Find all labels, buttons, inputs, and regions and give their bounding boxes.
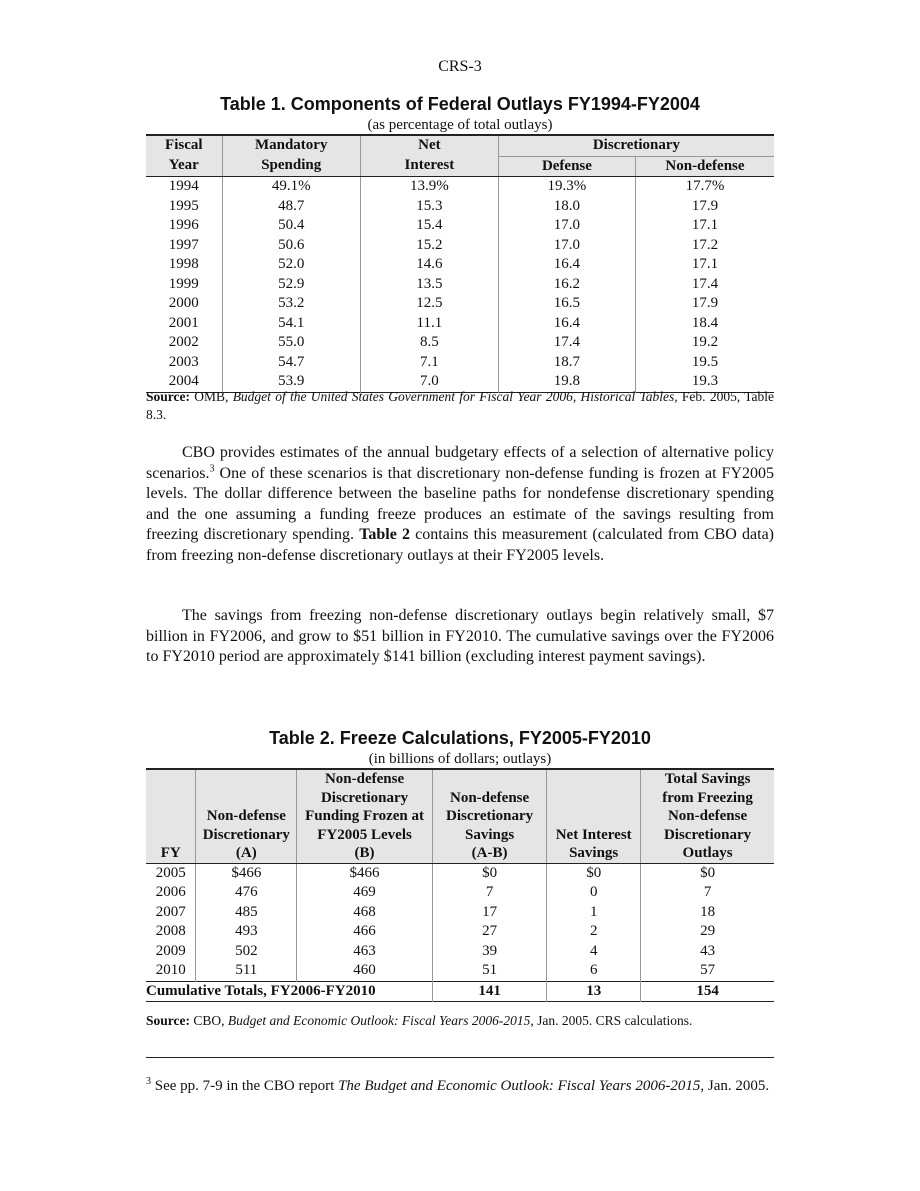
table1-cell: 16.5 bbox=[498, 294, 635, 314]
table2-row bbox=[146, 942, 774, 962]
table1-cell: 17.9 bbox=[691, 197, 719, 214]
table2-header-s-line4: (A-B) bbox=[471, 845, 508, 861]
table2-cell: 511 bbox=[196, 961, 297, 981]
table1-header-year: Year bbox=[146, 156, 222, 177]
table2-cell: 493 bbox=[196, 922, 297, 942]
table2-row bbox=[146, 961, 774, 981]
table1-cell: 17.1 bbox=[691, 256, 719, 272]
table1-cell: 13.9% bbox=[360, 177, 498, 197]
table2-cell: 6 bbox=[547, 961, 641, 981]
table1-row bbox=[146, 216, 774, 236]
table2-header-total-savings bbox=[641, 769, 774, 863]
table1-row bbox=[146, 333, 774, 353]
table2-cell: 57 bbox=[700, 962, 716, 978]
table1-cell: 17.2 bbox=[691, 236, 719, 253]
table1-header-fiscal: Fiscal bbox=[146, 135, 222, 156]
table2-header-a-line2: Discretionary bbox=[202, 826, 290, 843]
table1-row bbox=[146, 255, 774, 275]
table2-total-savings: 141 bbox=[432, 981, 546, 1002]
table2-source-title: Budget and Economic Outlook: Fiscal Years 2006-2015 bbox=[227, 1013, 531, 1028]
table2-header-a-line3: (A) bbox=[235, 845, 257, 861]
table2-header-frozen-b bbox=[297, 769, 433, 863]
table2-source-label: Source: bbox=[146, 1013, 190, 1028]
table1-cell: 52.9 bbox=[222, 275, 360, 295]
table2-cell: 2008 bbox=[146, 922, 196, 942]
table2-header-row bbox=[146, 769, 774, 863]
table2-row bbox=[146, 922, 774, 942]
table1-cell: 19.3% bbox=[498, 177, 635, 197]
table2-total-label: Cumulative Totals, FY2006-FY2010 bbox=[146, 981, 432, 1002]
para1-table-ref: Table 2 bbox=[359, 526, 410, 543]
table2-total-total: 154 bbox=[641, 981, 774, 1002]
table1-cell: 17.0 bbox=[498, 216, 635, 236]
table2-header-fy-text: FY bbox=[160, 845, 181, 861]
footnote-ref-3: 3 bbox=[209, 463, 215, 475]
table1-cell: 19.8 bbox=[498, 372, 635, 392]
table1-body bbox=[146, 177, 774, 393]
table2-cell: 468 bbox=[297, 903, 433, 923]
table1-cell: 2001 bbox=[146, 314, 222, 334]
table1-title: Table 1. Components of Federal Outlays FY1994-FY2004 bbox=[220, 94, 700, 114]
table2-header-t-line2: from Freezing bbox=[662, 789, 753, 806]
footnote-divider bbox=[146, 1057, 774, 1058]
table1-cell: 19.5 bbox=[691, 353, 719, 370]
table1-cell: 1994 bbox=[146, 177, 222, 197]
table2-body bbox=[146, 863, 774, 981]
table1-cell: 17.1 bbox=[691, 217, 719, 233]
table1-row bbox=[146, 294, 774, 314]
footnote-title: The Budget and Economic Outlook: Fiscal Years 2006-2015 bbox=[338, 1078, 701, 1094]
table1-cell: 11.1 bbox=[360, 314, 498, 334]
body-paragraph-1 bbox=[146, 443, 774, 566]
table1-cell: 12.5 bbox=[360, 294, 498, 314]
table1-subtitle: (as percentage of total outlays) bbox=[367, 117, 553, 133]
table1-cell: 17.0 bbox=[498, 236, 635, 256]
table2-header-s-line2: Discretionary bbox=[445, 808, 534, 824]
table2-header-ni-line1: Net Interest bbox=[555, 826, 632, 843]
table2-header-t-line3: Non-defense bbox=[667, 808, 748, 824]
table1-header-discretionary: Discretionary bbox=[498, 135, 774, 156]
table2-cell: 17 bbox=[432, 903, 546, 923]
table2-header-nondefense-a bbox=[196, 769, 297, 863]
table2-cell: 43 bbox=[700, 942, 716, 959]
table2-source-post: , Jan. 2005. CRS calculations. bbox=[530, 1013, 693, 1028]
table1-source bbox=[146, 388, 774, 424]
table2-cell: 466 bbox=[297, 922, 433, 942]
table1-cell: 48.7 bbox=[222, 197, 360, 217]
table2-cell: 469 bbox=[297, 883, 433, 903]
table1-cell: 53.2 bbox=[222, 294, 360, 314]
table2-cell: 7 bbox=[432, 883, 546, 903]
table1-cell: 13.5 bbox=[360, 275, 498, 295]
table1-cell: 16.4 bbox=[498, 314, 635, 334]
table1-cell: 1996 bbox=[146, 216, 222, 236]
table1-cell: 2003 bbox=[146, 353, 222, 373]
table1-cell: 2000 bbox=[146, 294, 222, 314]
table2-header-t-line5: Outlays bbox=[682, 845, 733, 861]
para1-text-a: CBO provides estimates of the annual budgetary effects of a selection of alternative policy scenarios. bbox=[146, 444, 774, 482]
table2-cell: 2 bbox=[547, 922, 641, 942]
table1-cell: 17.4 bbox=[498, 333, 635, 353]
table2-cell: $466 bbox=[196, 863, 297, 883]
table2-cell: 460 bbox=[297, 961, 433, 981]
table2-header-b-line1: Non-defense bbox=[324, 771, 405, 787]
table2-cell: $0 bbox=[547, 863, 641, 883]
table2-header-s-line3: Savings bbox=[464, 826, 515, 843]
table2-header-ni-line2: Savings bbox=[569, 845, 619, 861]
table1-cell: 15.4 bbox=[360, 216, 498, 236]
table1-header-spending: Spending bbox=[222, 156, 360, 177]
table1-cell: 7.0 bbox=[360, 372, 498, 392]
table2-cell: 18 bbox=[700, 903, 716, 920]
table1-header-row-2 bbox=[146, 156, 774, 177]
table1-cell: 18.0 bbox=[498, 197, 635, 217]
table1-cell: 54.7 bbox=[222, 353, 360, 373]
table2-cell: 39 bbox=[432, 942, 546, 962]
table2-source bbox=[146, 1012, 774, 1030]
table2-cell: 1 bbox=[547, 903, 641, 923]
table1-cell: 1998 bbox=[146, 255, 222, 275]
table2-header-fy bbox=[146, 769, 196, 863]
table1-cell: 19.3 bbox=[691, 373, 719, 389]
table1-row bbox=[146, 314, 774, 334]
para1-text-c: contains this measurement (calculated from CBO data) from freezing non-defense discretionary outlays at their FY2005 levels. bbox=[146, 526, 774, 564]
table2-subtitle: (in billions of dollars; outlays) bbox=[368, 751, 552, 767]
table1-header-nondefense: Non-defense bbox=[635, 156, 774, 177]
table2-title: Table 2. Freeze Calculations, FY2005-FY2010 bbox=[269, 728, 651, 748]
table1-cell: 50.6 bbox=[222, 236, 360, 256]
table1-cell: 19.2 bbox=[691, 334, 719, 350]
table2-cell: 2006 bbox=[146, 883, 196, 903]
table1-row bbox=[146, 353, 774, 373]
table2-cell: 7 bbox=[703, 884, 712, 900]
table1-cell: 50.4 bbox=[222, 216, 360, 236]
table1-cell: 16.2 bbox=[498, 275, 635, 295]
table1-cell: 18.7 bbox=[498, 353, 635, 373]
table2-source-pre: CBO, bbox=[190, 1013, 228, 1028]
table2-total-row bbox=[146, 981, 774, 1002]
table1-cell: 16.4 bbox=[498, 255, 635, 275]
table1-header-net: Net bbox=[360, 135, 498, 156]
table2-cell: 51 bbox=[432, 961, 546, 981]
page-header: CRS-3 bbox=[438, 58, 482, 75]
table1-source-title: Budget of the United States Government for Fiscal Year 2006, Historical Tables bbox=[232, 389, 675, 404]
table1-cell: 17.7% bbox=[685, 178, 725, 194]
table1-row bbox=[146, 197, 774, 217]
table2-cell: $0 bbox=[700, 864, 716, 881]
table1-cell: 55.0 bbox=[222, 333, 360, 353]
table2-header-t-line1: Total Savings bbox=[664, 771, 751, 787]
table1-cell: 15.3 bbox=[360, 197, 498, 217]
table2-header-t-line4: Discretionary bbox=[663, 826, 752, 843]
table2-cell: 2009 bbox=[146, 942, 196, 962]
table1-cell: 52.0 bbox=[222, 255, 360, 275]
table2-cell: 2010 bbox=[146, 961, 196, 981]
body-paragraph-2: The savings from freezing non-defense discretionary outlays begin relatively small, $7 billion in FY2006, and grow to $51 billion in FY2010. The cumulative savings over the FY2006 to FY2010 period are approximately $141 billion (excluding interest payment savings). bbox=[146, 607, 774, 665]
footnote-mark: 3 bbox=[146, 1076, 151, 1087]
table1-source-pre: OMB, bbox=[190, 389, 233, 404]
table1-cell: 53.9 bbox=[222, 372, 360, 392]
table2 bbox=[146, 768, 774, 1002]
table1-row bbox=[146, 236, 774, 256]
table2-header-b-line4: FY2005 Levels bbox=[317, 826, 412, 843]
table2-cell: 27 bbox=[432, 922, 546, 942]
table2-cell: 463 bbox=[297, 942, 433, 962]
table1-header-interest: Interest bbox=[360, 156, 498, 177]
footnote-3 bbox=[146, 1077, 774, 1096]
table1-header-row-1 bbox=[146, 135, 774, 156]
table2-cell: 29 bbox=[700, 923, 716, 939]
table1-cell: 1999 bbox=[146, 275, 222, 295]
table1-cell: 7.1 bbox=[360, 353, 498, 373]
table1-cell: 15.2 bbox=[360, 236, 498, 256]
table1-cell: 8.5 bbox=[360, 333, 498, 353]
table1-cell: 54.1 bbox=[222, 314, 360, 334]
table1-cell: 49.1% bbox=[222, 177, 360, 197]
table1-cell: 17.4 bbox=[691, 275, 719, 292]
table2-header-s-line1: Non-defense bbox=[450, 789, 530, 806]
table2-row bbox=[146, 863, 774, 883]
table2-header-b-line5: (B) bbox=[354, 845, 375, 861]
para1-text-b: One of these scenarios is that discretionary non-defense funding is frozen at FY2005 levels. The dollar difference between the baseline paths for nondefense discretionary spending and the one assuming a funding freeze produces an estimate of the savings resulting from freezing discretionary spending. bbox=[146, 464, 774, 543]
table1 bbox=[146, 134, 774, 393]
table2-header-savings bbox=[432, 769, 546, 863]
table1-cell: 2004 bbox=[146, 372, 222, 392]
table1-cell: 17.9 bbox=[691, 295, 719, 311]
table2-total-interest: 13 bbox=[547, 981, 641, 1002]
table2-cell: $0 bbox=[432, 863, 546, 883]
table1-row bbox=[146, 275, 774, 295]
table1-cell: 18.4 bbox=[691, 314, 719, 331]
table1-cell: 1995 bbox=[146, 197, 222, 217]
table2-cell: 502 bbox=[196, 942, 297, 962]
table2-cell: 0 bbox=[547, 883, 641, 903]
table2-cell: 4 bbox=[547, 942, 641, 962]
table1-cell: 14.6 bbox=[360, 255, 498, 275]
table1-source-post: , Feb. 2005, Table 8.3. bbox=[146, 389, 775, 422]
table1-cell: 2002 bbox=[146, 333, 222, 353]
table2-row bbox=[146, 903, 774, 923]
footnote-pre: See pp. 7-9 in the CBO report bbox=[151, 1078, 339, 1094]
table2-cell: 476 bbox=[196, 883, 297, 903]
table2-header-net-interest bbox=[547, 769, 641, 863]
table2-header-b-line2: Discretionary bbox=[320, 789, 409, 806]
table2-cell: 485 bbox=[196, 903, 297, 923]
table2-cell: 2007 bbox=[146, 903, 196, 923]
table1-header-defense: Defense bbox=[498, 156, 635, 177]
table1-row bbox=[146, 177, 774, 197]
table1-header-mandatory: Mandatory bbox=[222, 135, 360, 156]
table2-cell: $466 bbox=[297, 863, 433, 883]
table2-cell: 2005 bbox=[146, 863, 196, 883]
table2-header-b-line3: Funding Frozen at bbox=[305, 808, 424, 824]
table2-header-a-line1: Non-defense bbox=[206, 808, 286, 824]
footnote-post: , Jan. 2005. bbox=[700, 1078, 770, 1094]
table2-row bbox=[146, 883, 774, 903]
table1-cell: 1997 bbox=[146, 236, 222, 256]
table1-source-label: Source: bbox=[146, 389, 190, 404]
